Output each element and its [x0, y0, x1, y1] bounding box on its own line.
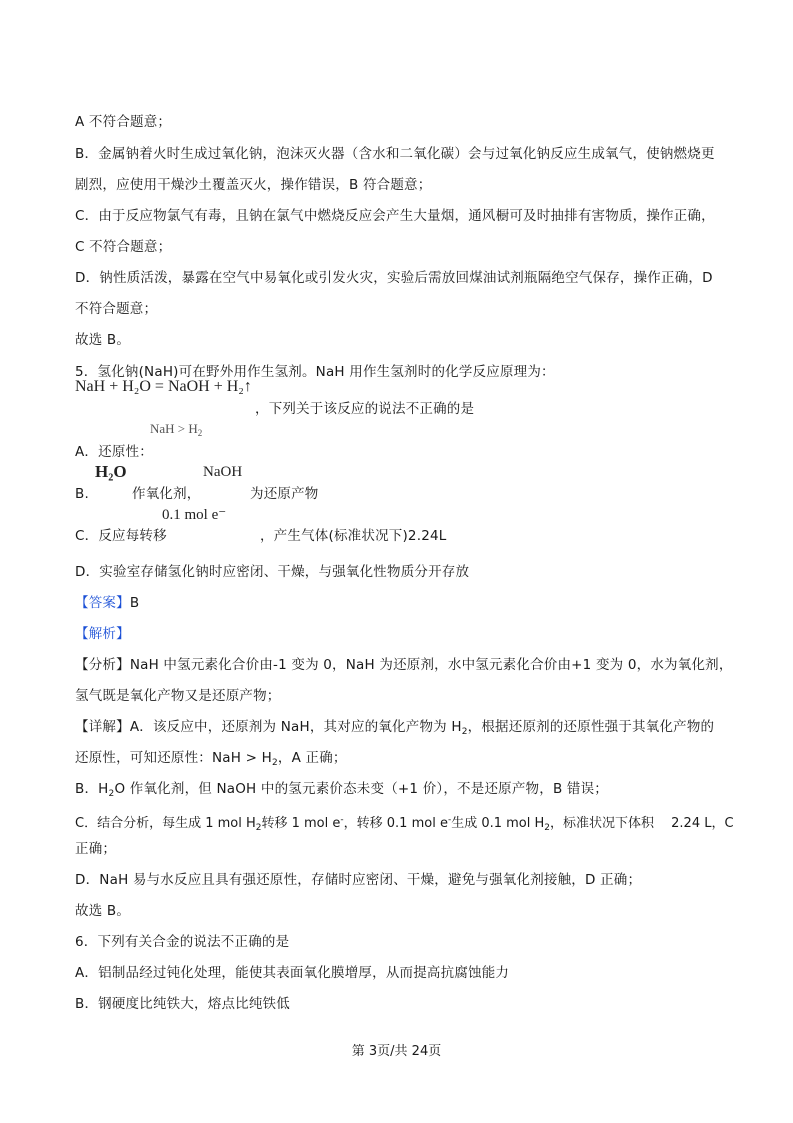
analysis-tag: 【解析】	[75, 626, 130, 642]
text-line: C 不符合题意；	[75, 239, 172, 255]
text-line: C．结合分析，每生成 1 mol $H_2$转移 1 mol e-，转移 0.1 mol e-生成 0.1 mol $H_2$，标准状况下体积 2.24 L，C	[75, 815, 734, 833]
question-6-stem: 6．下列有关合金的说法不正确的是	[75, 934, 290, 950]
text-line: B．$H_2O$ 作氧化剂，但 NaOH 中的氢元素价态未变（+1 价），不是还原产物，B 错误；	[75, 781, 608, 799]
text-line: D．钠性质活泼，暴露在空气中易氧化或引发火灾，实验后需放回煤油试剂瓶隔绝空气保存，操作正确，D	[75, 270, 713, 286]
fenxi-text: NaH 中氢元素化合价由-1 变为 0，NaH 为还原剂，水中氢元素化合价由+1 变为 0，水为氧化剂，	[129, 657, 733, 673]
option-a: A．还原性：	[75, 444, 153, 460]
answer-line	[75, 593, 139, 613]
text-line: B．金属钠着火时生成过氧化钠，泡沫灭火器（含水和二氧化碳）会与过氧化钠反应生成氧气，使钠燃烧更	[75, 146, 715, 162]
question-5-stem: 5．氢化钠(NaH)可在野外用作生氢剂。NaH 用作生氢剂时的化学反应原理为：	[75, 364, 555, 380]
text-span: 还原性，可知还原性：NaH > H	[75, 750, 272, 766]
formula-naoh: NaOH	[203, 464, 243, 480]
formula-nah-h2: NaH > $H_2$	[150, 421, 203, 438]
text-line: 故选 B。	[75, 332, 131, 348]
text-span: B．H	[75, 781, 109, 797]
text-span: ，根据还原剂的还原性强于其氧化产物的	[467, 719, 715, 735]
text-line: A 不符合题意；	[75, 114, 172, 130]
text-line: 氢气既是氧化产物又是还原产物；	[75, 688, 281, 704]
text-span: ，标准状况下体积 2.24 L，C	[550, 816, 734, 831]
text-line: 剧烈，应使用干燥沙土覆盖灭火，操作错误，B 符合题意；	[75, 177, 432, 193]
page-footer: 第 3页/共 24页	[351, 1044, 442, 1059]
text-span: C．结合分析，每生成 1 mol H	[75, 816, 256, 831]
text-span: 转移 1 mol e	[261, 816, 341, 831]
question-5-stem-cont: ，下列关于该反应的说法不正确的是	[255, 401, 475, 417]
answer-value: B	[129, 595, 140, 611]
question-6-option-a: A．铝制品经过钝化处理，能使其表面氧化膜增厚，从而提高抗腐蚀能力	[75, 965, 510, 981]
text-line: 不符合题意；	[75, 301, 158, 317]
question-6-option-b: B．钢硬度比纯铁大，熔点比纯铁低	[75, 996, 290, 1012]
text-line: 正确；	[75, 841, 117, 857]
text-span: A．该反应中，还原剂为 NaH，其对应的氧化产物为 H	[129, 719, 462, 735]
option-c-end: ，产生气体(标准状况下)2.24L	[260, 528, 447, 544]
text-line: 还原性，可知还原性：NaH > $H_2$，A 正确；	[75, 750, 347, 768]
option-b-mid: 作氧化剂，	[132, 486, 201, 502]
option-b-end: 为还原产物	[250, 486, 319, 502]
formula-h2o: H₂O	[95, 462, 127, 481]
answer-tag: 【答案】	[75, 595, 130, 611]
fenxi-line	[75, 655, 733, 675]
text-span: O 作氧化剂，但 NaOH 中的氢元素价态未变（+1 价），不是还原产物，B 错误；	[114, 781, 608, 797]
text-line: 故选 B。	[75, 903, 131, 919]
text-span: 生成 0.1 mol H	[451, 816, 545, 831]
option-d: D．实验室存储氢化钠时应密闭、干燥，与强氧化性物质分开存放	[75, 564, 470, 580]
text-line: C．由于反应物氯气有毒，且钠在氯气中燃烧反应会产生大量烟，通风橱可及时抽排有害物质，操作正确，	[75, 208, 715, 224]
text-span: ，A 正确；	[277, 750, 347, 766]
formula-e-amount: 0.1 mol e⁻	[162, 507, 227, 523]
reaction-equation: NaH + H₂O = NaOH + H₂↑	[75, 378, 252, 395]
option-b-label: B.	[75, 486, 89, 502]
text-span: ，转移 0.1 mol e	[343, 816, 448, 831]
xiangjie-tag: 【详解】	[75, 719, 130, 735]
option-c-label: C．反应每转移	[75, 528, 167, 544]
fenxi-tag: 【分析】	[75, 657, 130, 673]
text-line: D．NaH 易与水反应且具有强还原性，存储时应密闭、干燥，避免与强氧化剂接触，D 正确；	[75, 872, 642, 888]
xiangjie-line: 【详解】A．该反应中，还原剂为 NaH，其对应的氧化产物为 $H_2$，根据还原剂的还原性强于其氧化产物的	[75, 719, 715, 737]
